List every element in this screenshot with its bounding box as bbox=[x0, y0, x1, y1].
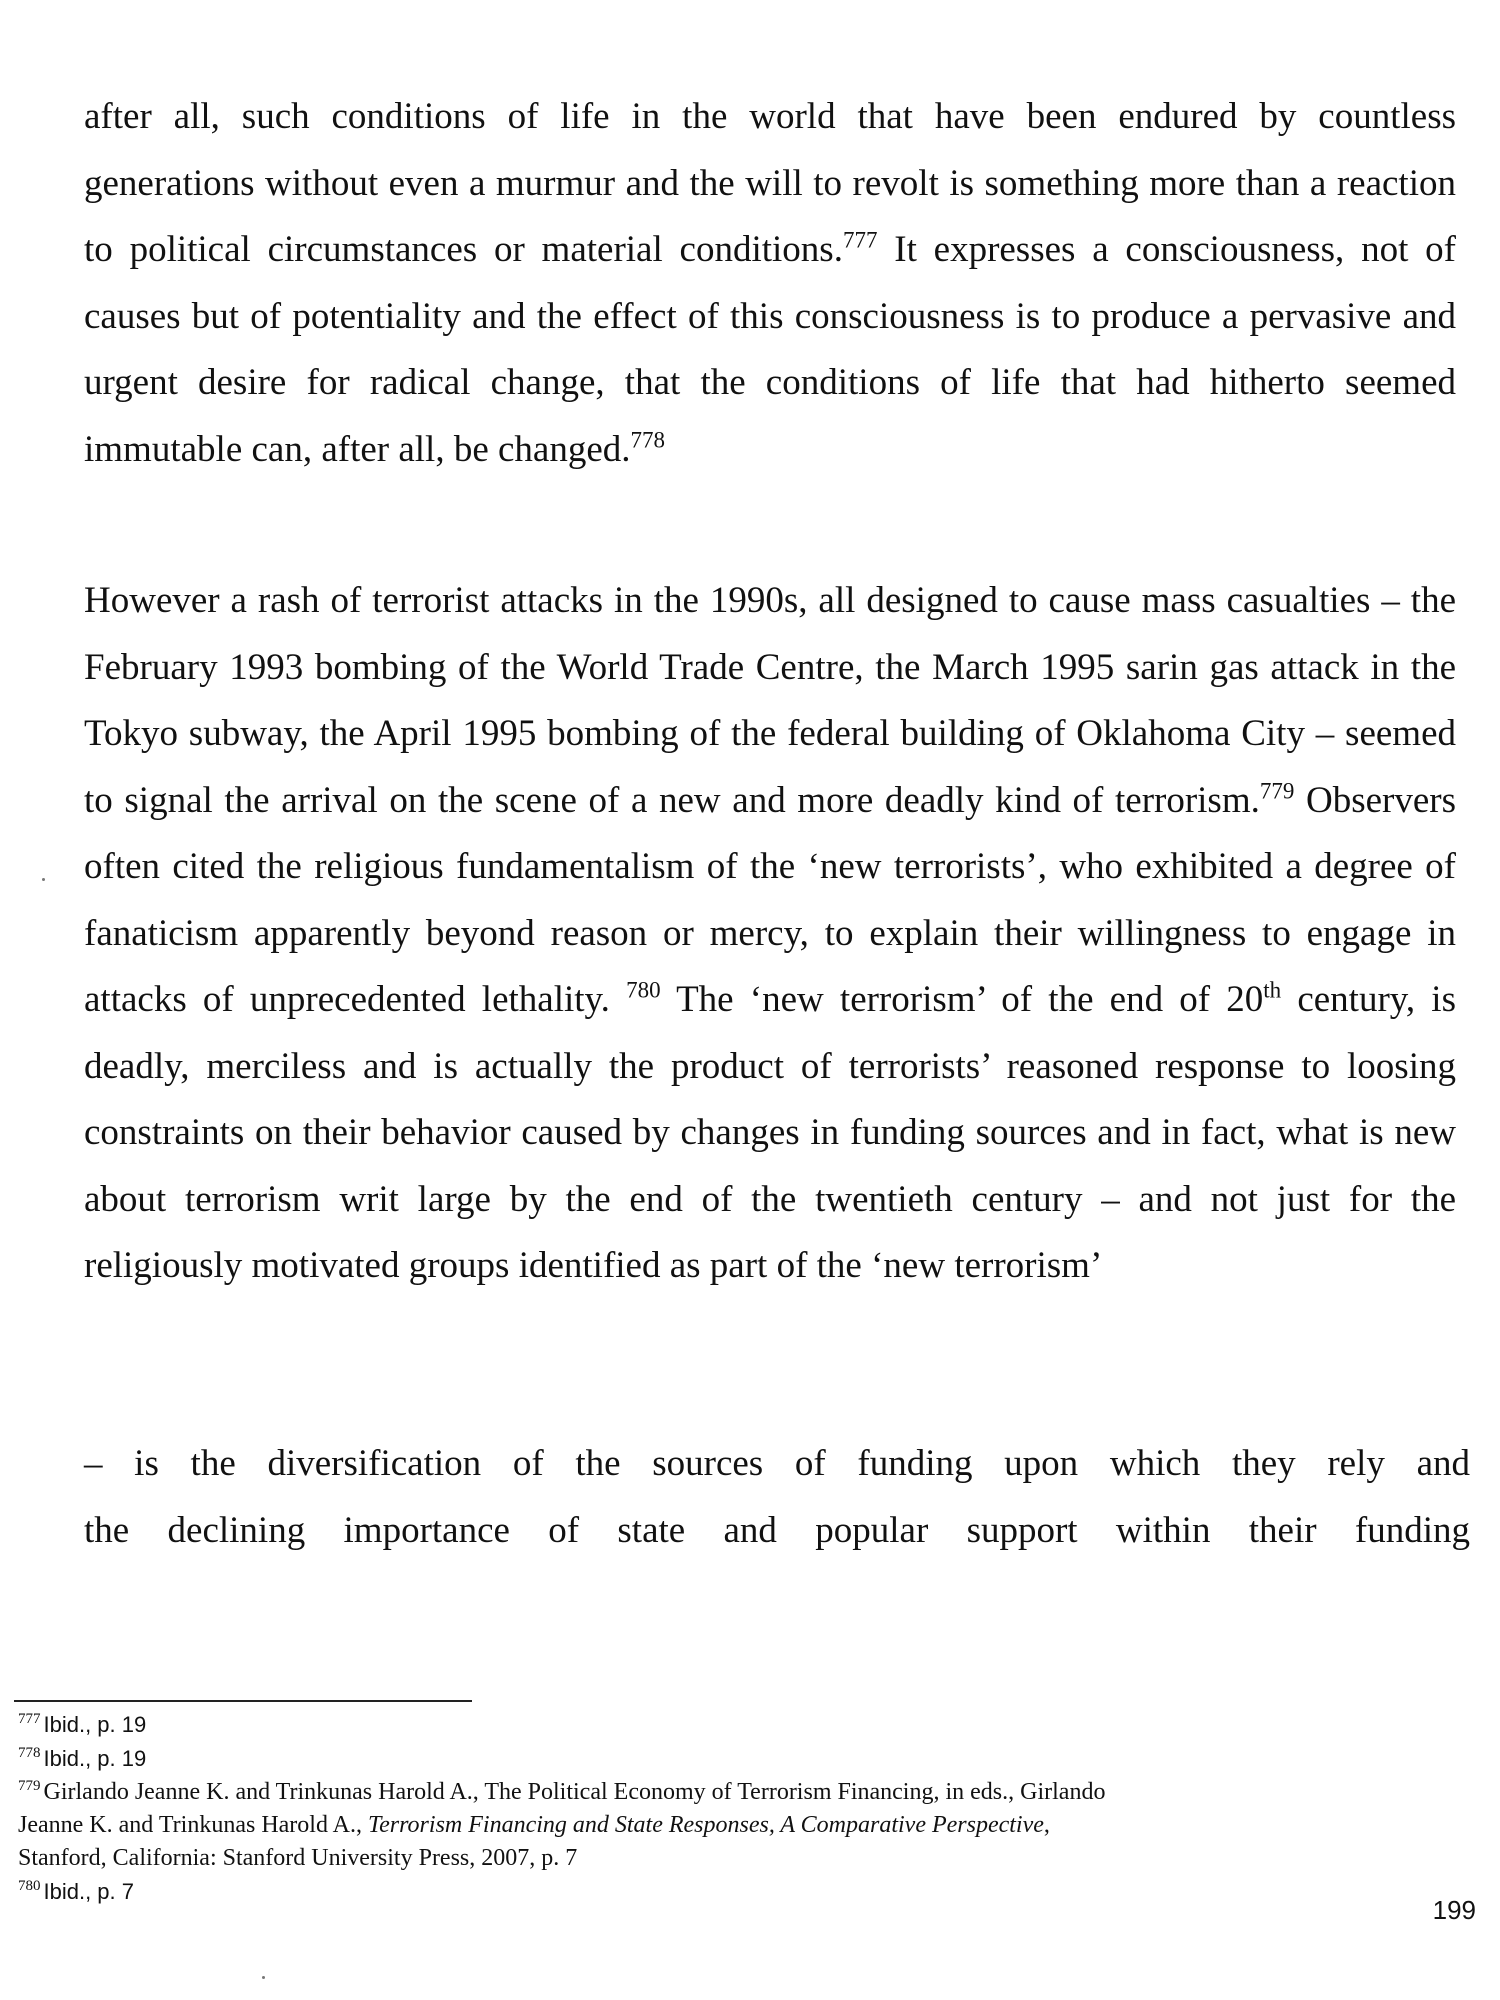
footnote-779-continued bbox=[18, 1809, 1458, 1842]
footnote-text: , bbox=[1043, 1812, 1050, 1838]
footnote-text: Ibid., p. 7 bbox=[43, 1879, 135, 1904]
footnote-text: Girlando Jeanne K. and Trinkunas Harold A., The Political Economy of Terrorism Financing, in eds., Girlando bbox=[43, 1779, 1106, 1805]
paragraph-2-text-c: The ‘new terrorism’ of the end of 20 bbox=[660, 979, 1264, 1020]
paragraph-2-text-b: Observers often cited the religious fundamentalism of the ‘new terrorists’, who exhibited a degree of fanaticism apparently beyond reason or mercy, to explain their willingness to engage in attacks of unprecedented lethality. bbox=[84, 779, 1456, 1020]
footnote-number: 777 bbox=[18, 1711, 41, 1727]
ordinal-suffix: th bbox=[1263, 977, 1282, 1003]
paragraph-1-text-b: It expresses a consciousness, not of causes but of potentiality and the effect of this consciousness is to produce a pervasive and urgent desire for radical change, that the conditions of life that had hitherto seemed immutable can, after all, be changed. bbox=[84, 229, 1456, 470]
footnote-780 bbox=[18, 1875, 1458, 1909]
footnote-ref-780: 780 bbox=[626, 977, 661, 1003]
paragraph-1-text-a: after all, such conditions of life in the world that have been endured by countless generations without even a murmur and the will to revolt is something more than a reaction to political circumstances or material conditions. bbox=[84, 96, 1456, 270]
footnote-number: 778 bbox=[18, 1745, 41, 1761]
footnote-778 bbox=[18, 1742, 1458, 1776]
footnote-ref-778: 778 bbox=[630, 427, 666, 453]
paragraph-2-line-15: – is the diversification of the sources of funding upon which they rely and bbox=[84, 1443, 1470, 1484]
paragraph-1 bbox=[84, 84, 1456, 483]
scan-speck bbox=[42, 878, 45, 881]
paragraph-2-text-d: century, is deadly, merciless and is actually the product of terrorists’ reasoned response to loosing constraints on their behavior caused by changes in funding sources and in fact, what is new about terrorism writ large by the end of the twentieth century – and not just for the religiously motivated groups identified as part of the ‘new terrorism’ bbox=[84, 979, 1456, 1286]
footnote-779-publisher bbox=[18, 1842, 1458, 1875]
footnote-book-title: Terrorism Financing and State Responses, A Comparative Perspective bbox=[367, 1812, 1044, 1838]
footnote-text: Stanford, California: Stanford University Press, 2007, p. 7 bbox=[18, 1845, 578, 1871]
scan-speck bbox=[262, 1976, 265, 1979]
footnote-ref-779: 779 bbox=[1259, 778, 1295, 804]
footnote-number: 779 bbox=[18, 1778, 41, 1794]
footnote-779 bbox=[18, 1776, 1458, 1809]
footnote-text: Ibid., p. 19 bbox=[43, 1712, 147, 1737]
footnote-text: Jeanne K. and Trinkunas Harold A., bbox=[18, 1812, 368, 1838]
paragraph-2-text-a: However a rash of terrorist attacks in the 1990s, all designed to cause mass casualties – the February 1993 bombing of the World Trade Centre, the March 1995 sarin gas attack in the Tokyo subway, the April 1995 bombing of the federal building of Oklahoma City – seemed to signal the arrival on the scene of a new and more deadly kind of terrorism. bbox=[84, 580, 1456, 821]
paragraph-2-line-16: the declining importance of state and popular support within their funding bbox=[84, 1510, 1470, 1551]
footnote-ref-777: 777 bbox=[842, 227, 878, 253]
paragraph-2 bbox=[84, 568, 1456, 1300]
footnote-divider bbox=[14, 1700, 472, 1702]
footnote-777 bbox=[18, 1708, 1458, 1742]
footnote-number: 780 bbox=[18, 1878, 41, 1894]
footnote-text: Ibid., p. 19 bbox=[43, 1746, 147, 1771]
footnotes bbox=[18, 1708, 1458, 1909]
page-number: 199 bbox=[1432, 1895, 1476, 1925]
